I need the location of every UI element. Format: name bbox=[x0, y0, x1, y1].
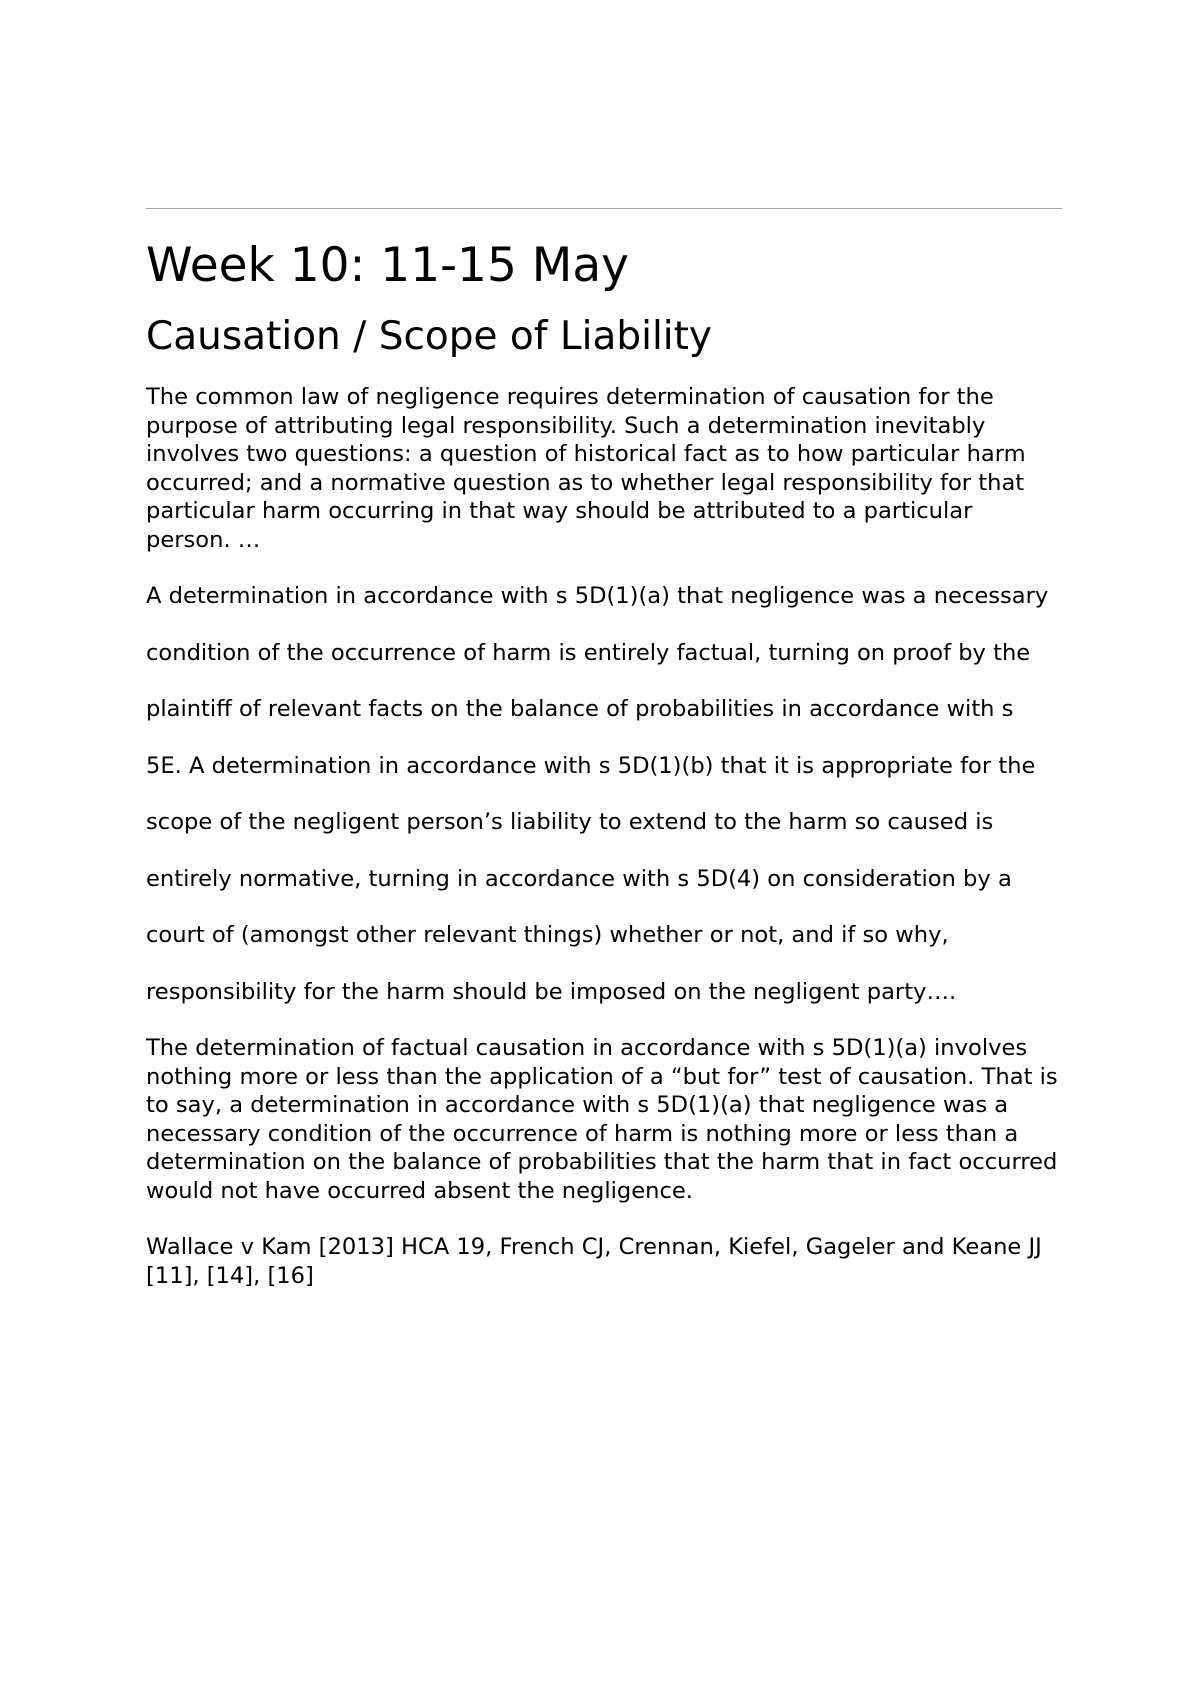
paragraph-line: 5E. A determination in accordance with s 5D(1)(b) that it is appropriate for the bbox=[146, 752, 1036, 779]
horizontal-rule bbox=[146, 208, 1062, 209]
paragraph-line: plaintiff of relevant facts on the balance of probabilities in accordance with s bbox=[146, 696, 1014, 723]
paragraph-line: responsibility for the harm should be imposed on the negligent party…. bbox=[146, 978, 957, 1005]
paragraph-intro: The common law of negligence requires determination of causation for the purpose of attributing legal responsibility. Such a determination inevitably involves two questions: a question of historical fact as to how particular harm occurred; and a normative question as to whether legal responsibility for that particular harm occurring in that way should be attributed to a particular person. … bbox=[146, 384, 1026, 553]
paragraph-line: scope of the negligent person’s liability to extend to the harm so caused is bbox=[146, 809, 994, 836]
paragraph-line: condition of the occurrence of harm is entirely factual, turning on proof by the bbox=[146, 639, 1031, 666]
page-title: Week 10: 11-15 May bbox=[146, 238, 629, 293]
paragraph-factual-causation: The determination of factual causation in accordance with s 5D(1)(a) involves nothing more or less than the application of a “but for” test of causation. That is to say, a determination in accordance with s 5D(1)(a) that negligence was a necessary condition of the occurrence of harm is nothing more or less than a determination on the balance of probabilities that the harm that in fact occurred would not have occurred absent the negligence. bbox=[146, 1035, 1058, 1204]
paragraph-line: entirely normative, turning in accordance with s 5D(4) on consideration by a bbox=[146, 865, 1012, 892]
section-heading: Causation / Scope of Liability bbox=[146, 314, 712, 360]
paragraph-line: court of (amongst other relevant things) whether or not, and if so why, bbox=[146, 922, 949, 949]
case-citation: Wallace v Kam [2013] HCA 19, French CJ, Crennan, Kiefel, Gageler and Keane JJ [11], [14], [16] bbox=[146, 1234, 1042, 1289]
paragraph-line: A determination in accordance with s 5D(1)(a) that negligence was a necessary bbox=[146, 583, 1049, 610]
document-page bbox=[146, 208, 1062, 1290]
